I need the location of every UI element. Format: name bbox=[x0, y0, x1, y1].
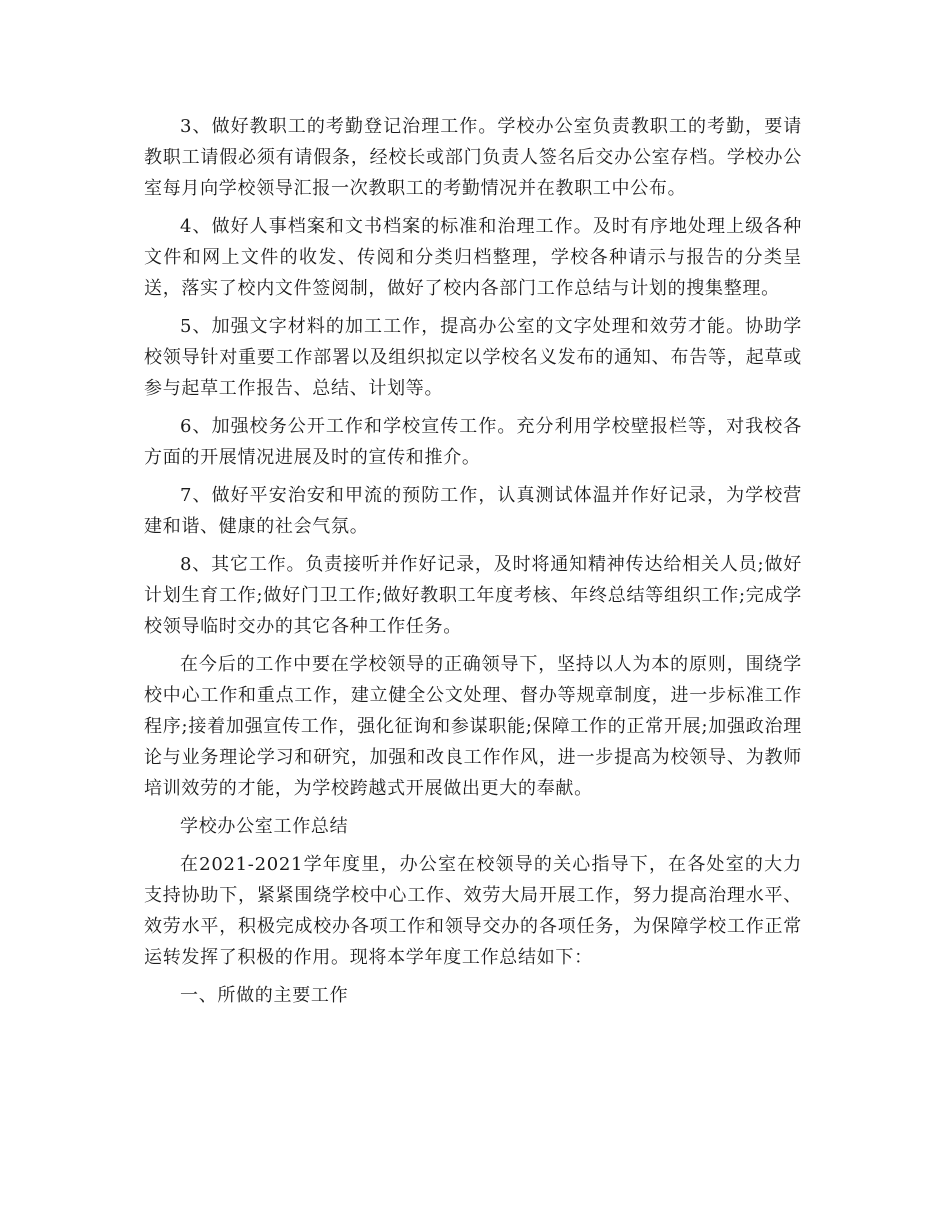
paragraph-archives: 4、做好人事档案和文书档案的标准和治理工作。及时有序地处理上级各种文件和网上文件的收发、传阅和分类归档整理，学校各种请示与报告的分类呈送，落实了校内文件签阅制，做好了校内各部门工作总结与计划的搜集整理。 bbox=[144, 216, 802, 299]
section-title: 学校办公室工作总结 bbox=[180, 816, 349, 837]
paragraph-writing: 5、加强文字材料的加工工作，提高办公室的文字处理和效劳才能。协助学校领导针对重要工作部署以及组织拟定以学校名义发布的通知、布告等，起草或参与起草工作报告、总结、计划等。 bbox=[144, 316, 802, 399]
paragraph-future-work: 在今后的工作中要在学校领导的正确领导下，坚持以人为本的原则，围绕学校中心工作和重点工作，建立健全公文处理、督办等规章制度，进一步标准工作程序;接着加强宣传工作，强化征询和参谋职能;保障工作的正常开展;加强政治理论与业务理论学习和研究，加强和改良工作作风，进一步提高为校领导、为教师培训效劳的才能，为学校跨越式开展做出更大的奉献。 bbox=[144, 654, 802, 799]
section-heading-main-work: 一、所做的主要工作 bbox=[180, 985, 349, 1006]
paragraph-summary-intro: 在2021-2021学年度里，办公室在校领导的关心指导下，在各处室的大力支持协助下，紧紧围绕学校中心工作、效劳大局开展工作，努力提高治理水平、效劳水平，积极完成校办各项工作和领导交办的各项任务，为保障学校工作正常运转发挥了积极的作用。现将本学年度工作总结如下： bbox=[144, 854, 802, 968]
paragraph-other-work: 8、其它工作。负责接听并作好记录，及时将通知精神传达给相关人员;做好计划生育工作;做好门卫工作;做好教职工年度考核、年终总结等组织工作;完成学校领导临时交办的其它各种工作任务。 bbox=[144, 554, 802, 637]
paragraph-publicity: 6、加强校务公开工作和学校宣传工作。充分利用学校壁报栏等，对我校各方面的开展情况进展及时的宣传和推介。 bbox=[144, 416, 802, 468]
paragraph-attendance: 3、做好教职工的考勤登记治理工作。学校办公室负责教职工的考勤，要请教职工请假必须有请假条，经校长或部门负责人签名后交办公室存档。学校办公室每月向学校领导汇报一次教职工的考勤情况并在教职工中公布。 bbox=[144, 116, 802, 199]
paragraph-safety: 7、做好平安治安和甲流的预防工作，认真测试体温并作好记录，为学校营建和谐、健康的社会气氛。 bbox=[144, 485, 802, 537]
document-page bbox=[144, 111, 802, 1018]
